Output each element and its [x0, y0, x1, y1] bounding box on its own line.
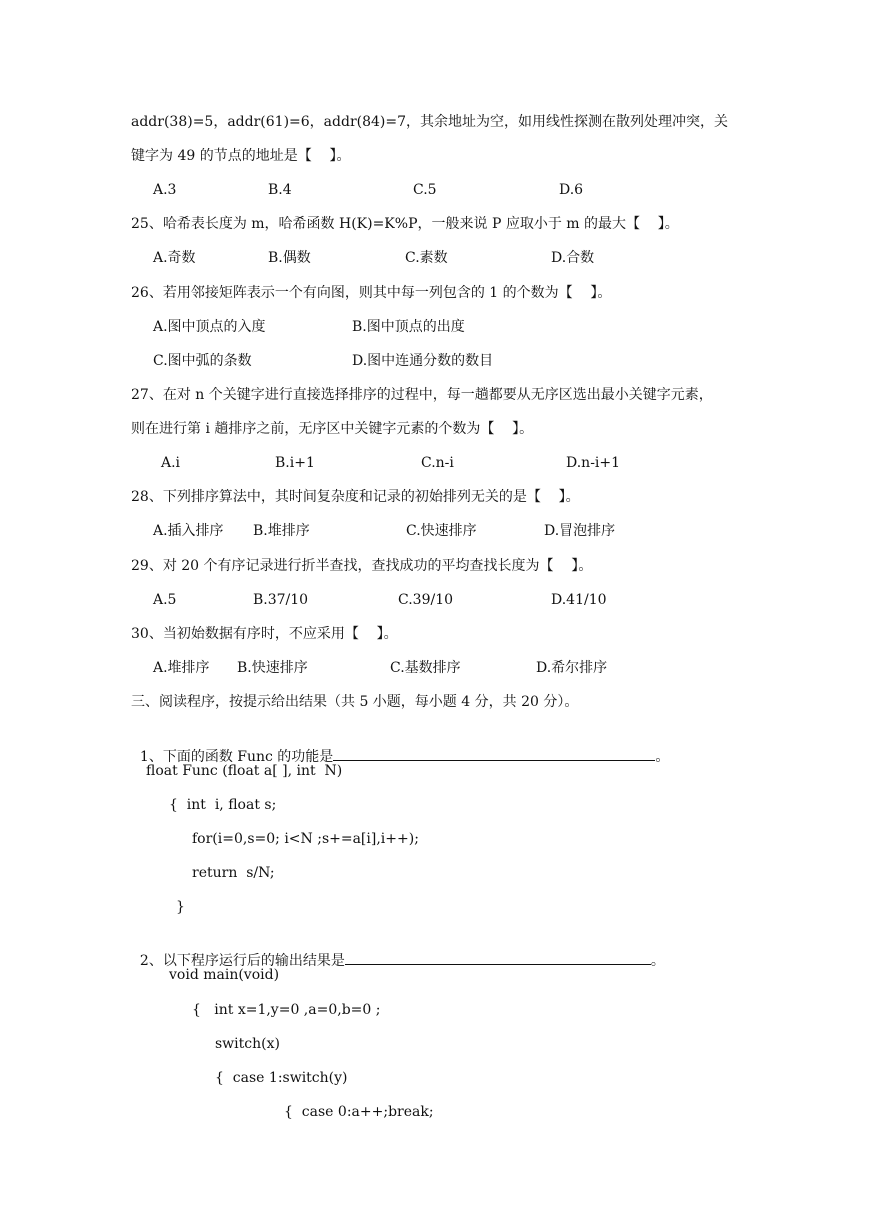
q27-line1: 27、在对 n 个关键字进行直接选择排序的过程中，每一趟都要从无序区选出最小关键字元素，	[131, 387, 713, 403]
q25-option-b: B.偶数	[268, 250, 311, 266]
q27-option-c: C.n-i	[421, 455, 454, 471]
q29-option-a: A.5	[153, 592, 177, 608]
q28-option-b: B.堆排序	[253, 523, 310, 539]
q29-option-d: D.41/10	[551, 592, 607, 608]
q24-option-a: A.3	[153, 182, 177, 198]
q28-option-a: A.插入排序	[153, 523, 224, 539]
q26-option-b: B.图中顶点的出度	[352, 319, 465, 335]
p2-stem: 2、以下程序运行后的输出结果是	[139, 953, 345, 969]
p2-answer-blank	[345, 950, 651, 965]
q29-option-b: B.37/10	[253, 592, 309, 608]
p2-code-line-1: void main(void)	[169, 967, 280, 983]
p2-stem-line	[131, 932, 665, 970]
q24-option-c: C.5	[413, 182, 437, 198]
p2-code-line-3: switch(x)	[215, 1036, 280, 1052]
q28-option-c: C.快速排序	[406, 523, 477, 539]
p2-code-line-2: { int x=1,y=0 ,a=0,b=0 ;	[192, 1002, 381, 1018]
p2-stem-end: 。	[650, 953, 665, 969]
q24-option-b: B.4	[268, 182, 292, 198]
q25-option-a: A.奇数	[153, 250, 196, 266]
p1-code-line-1: float Func (float a[ ], int N)	[146, 763, 343, 779]
q28-option-d: D.冒泡排序	[544, 523, 616, 539]
p2-code-line-4: { case 1:switch(y)	[215, 1070, 348, 1086]
q25-option-c: C.素数	[405, 250, 448, 266]
q24-option-d: D.6	[559, 182, 584, 198]
q30-option-b: B.快速排序	[237, 660, 308, 676]
q30-option-a: A.堆排序	[153, 660, 210, 676]
q27-line2: 则在进行第 i 趟排序之前，无序区中关键字元素的个数为【 】。	[131, 421, 534, 437]
p1-code-line-3: for(i=0,s=0; i<N ;s+=a[i],i++);	[192, 831, 419, 847]
q25-stem: 25、哈希表长度为 m，哈希函数 H(K)=K%P，一般来说 P 应取小于 m 的最大【 】。	[131, 216, 679, 232]
q29-option-c: C.39/10	[398, 592, 454, 608]
q29-stem: 29、对 20 个有序记录进行折半查找，查找成功的平均查找长度为【 】。	[131, 558, 593, 574]
p1-stem-line	[131, 728, 669, 766]
p2-code-line-5: { case 0:a++;break;	[284, 1104, 434, 1120]
p1-stem: 1、下面的函数 Func 的功能是	[139, 749, 334, 765]
p1-code-line-4: return s/N;	[192, 865, 275, 881]
q30-option-d: D.希尔排序	[536, 660, 608, 676]
q25-option-d: D.合数	[551, 250, 595, 266]
q27-option-a: A.i	[161, 455, 181, 471]
q30-stem: 30、当初始数据有序时，不应采用【 】。	[131, 626, 398, 642]
q24-line1: addr(38)=5，addr(61)=6，addr(84)=7，其余地址为空，如用线性探测在散列处理冲突，关	[131, 114, 729, 130]
section-heading: 三、阅读程序，按提示给出结果（共 5 小题，每小题 4 分，共 20 分）。	[131, 694, 579, 710]
q24-line2: 键字为 49 的节点的地址是【 】。	[131, 148, 351, 164]
q26-option-a: A.图中顶点的入度	[153, 319, 266, 335]
q26-option-c: C.图中弧的条数	[153, 353, 252, 369]
p1-code-line-2: { int i, float s;	[169, 797, 277, 813]
q30-option-c: C.基数排序	[390, 660, 461, 676]
q27-option-b: B.i+1	[275, 455, 315, 471]
q28-stem: 28、下列排序算法中，其时间复杂度和记录的初始排列无关的是【 】。	[131, 489, 580, 505]
q26-option-d: D.图中连通分数的数目	[352, 353, 494, 369]
q26-stem: 26、若用邻接矩阵表示一个有向图，则其中每一列包含的 1 的个数为【 】。	[131, 285, 612, 301]
q27-option-d: D.n-i+1	[566, 455, 621, 471]
p1-stem-end: 。	[655, 749, 670, 765]
p1-code-line-5: }	[176, 899, 185, 915]
p1-answer-blank	[333, 746, 655, 761]
